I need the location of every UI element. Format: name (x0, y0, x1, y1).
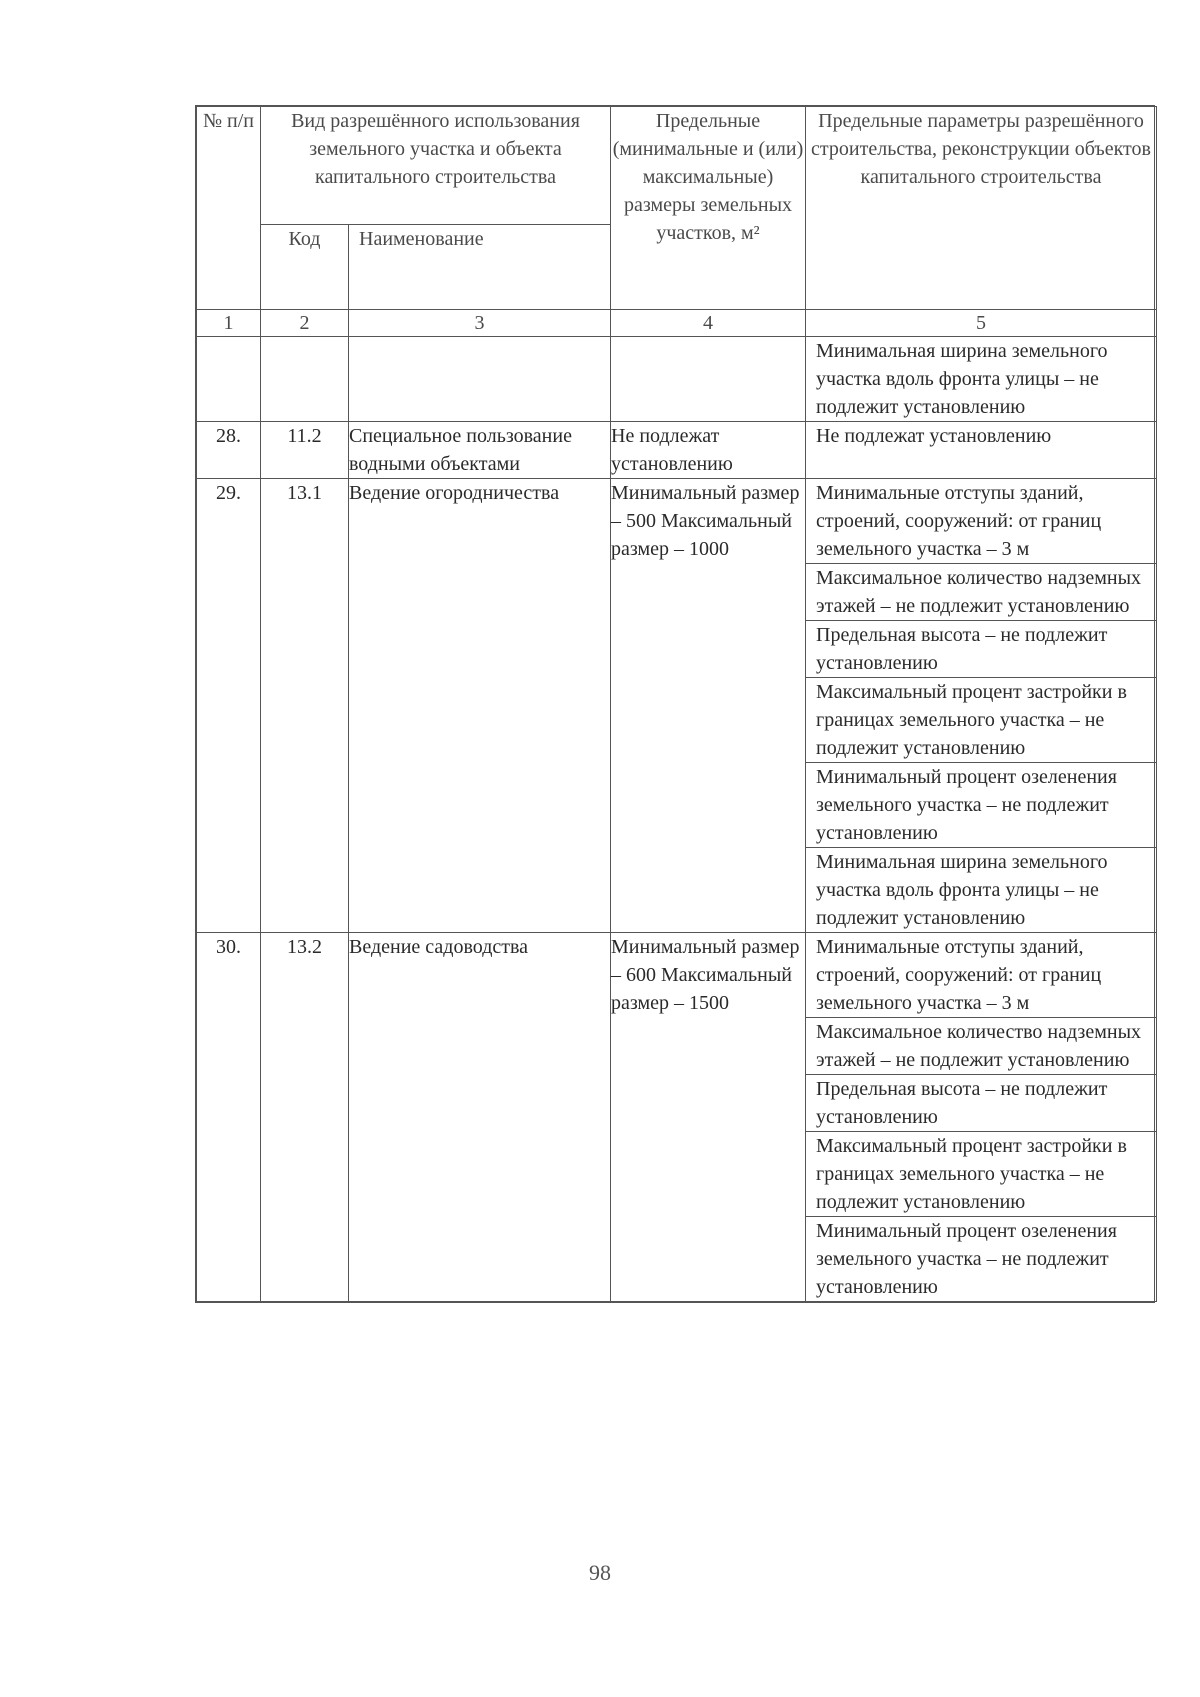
column-number: 1 (197, 310, 261, 337)
param-item: Не подлежат установлению (816, 425, 1052, 447)
table-row (197, 479, 1157, 933)
param-item: Минимальная ширина земельного участка вдоль фронта улицы – не подлежит установлению (816, 340, 1108, 418)
table-row (197, 933, 1157, 1302)
param-item: Предельная высота – не подлежит установлению (806, 1074, 1156, 1131)
row-size: Минимальный размер – 600 Максимальный размер – 1500 (611, 933, 806, 1302)
column-number: 4 (611, 310, 806, 337)
row-name (349, 337, 611, 422)
param-item: Максимальный процент застройки в границах земельного участка – не подлежит установлению (806, 677, 1156, 762)
row-number: 30. (197, 933, 261, 1302)
row-code: 11.2 (261, 422, 349, 479)
row-params (806, 933, 1157, 1302)
row-params (806, 422, 1157, 479)
row-number (197, 337, 261, 422)
param-item: Предельная высота – не подлежит установлению (806, 620, 1156, 677)
header-size: Предельные (минимальные и (или) максимальные) размеры земельных участков, м² (611, 107, 806, 310)
param-item: Минимальная ширина земельного участка вдоль фронта улицы – не подлежит установлению (806, 847, 1156, 932)
row-size: Не подлежат установлению (611, 422, 806, 479)
row-name: Специальное пользование водными объектами (349, 422, 611, 479)
row-size (611, 337, 806, 422)
param-item: Минимальные отступы зданий, строений, сооружений: от границ земельного участка – 3 м (816, 482, 1102, 560)
header-code: Код (261, 225, 349, 310)
param-item: Максимальный процент застройки в границах земельного участка – не подлежит установлению (806, 1131, 1156, 1216)
param-list (806, 337, 1156, 421)
header-params: Предельные параметры разрешённого строительства, реконструкции объектов капитального строительства (806, 107, 1157, 310)
header-use-group: Вид разрешённого использования земельного участка и объекта капитального строительства (261, 107, 611, 225)
table-row (197, 337, 1157, 422)
table-body (197, 337, 1157, 1302)
param-item: Минимальные отступы зданий, строений, сооружений: от границ земельного участка – 3 м (816, 936, 1102, 1014)
row-code: 13.2 (261, 933, 349, 1302)
param-item: Минимальный процент озеленения земельного участка – не подлежит установлению (806, 1216, 1156, 1301)
regulations-table-container (195, 105, 1155, 1303)
row-name: Ведение огородничества (349, 479, 611, 933)
param-item: Минимальный процент озеленения земельного участка – не подлежит установлению (806, 762, 1156, 847)
table-row (197, 422, 1157, 479)
regulations-table (196, 106, 1157, 1302)
param-list (806, 422, 1156, 450)
row-code: 13.1 (261, 479, 349, 933)
column-number-row (197, 310, 1157, 337)
header-num: № п/п (197, 107, 261, 310)
column-number: 2 (261, 310, 349, 337)
row-number: 28. (197, 422, 261, 479)
param-list (806, 933, 1156, 1301)
page-number: 98 (589, 1560, 611, 1585)
header-name: Наименование (349, 225, 611, 310)
column-number: 3 (349, 310, 611, 337)
param-list (806, 479, 1156, 932)
row-name: Ведение садоводства (349, 933, 611, 1302)
param-item: Максимальное количество надземных этажей – не подлежит установлению (806, 1017, 1156, 1074)
row-number: 29. (197, 479, 261, 933)
row-params (806, 337, 1157, 422)
column-number: 5 (806, 310, 1157, 337)
row-code (261, 337, 349, 422)
param-item: Максимальное количество надземных этажей – не подлежит установлению (806, 563, 1156, 620)
row-size: Минимальный размер – 500 Максимальный размер – 1000 (611, 479, 806, 933)
row-params (806, 479, 1157, 933)
